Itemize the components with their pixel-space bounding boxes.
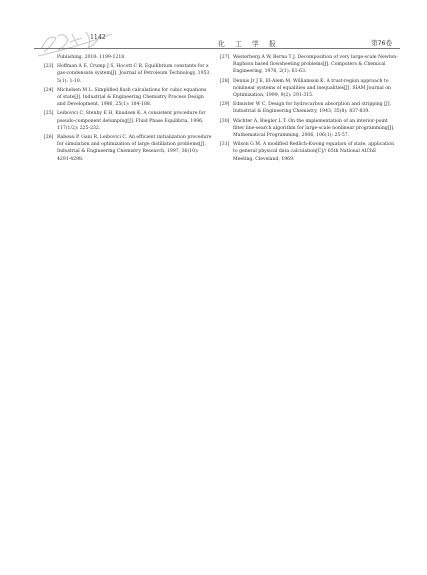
reference-text: Rabeau P, Gani R, Leibovici C. An efficient initialization procedure for simulation and optimization of large distillation problems[J]. Industrial & Engineering Chemistry Research, 1997, 36(10): 4291-4298. (57, 135, 212, 162)
reference-item (44, 87, 212, 109)
reference-text: Wilson G M. A modified Redlich-Kwong equation of state, application to general physical data calculation[C]// 65th National AIChE Meeting. Cleveland, 1969. (233, 142, 395, 162)
reference-number: [31] (220, 142, 230, 148)
reference-item (220, 118, 398, 140)
reference-item (220, 78, 398, 100)
reference-number: [25] (44, 111, 54, 117)
reference-text: Hoffman A E, Crump J S, Hocott C R. Equilibrium constants for a gas-condensate system[J]. Journal of Petroleum Technology, 1953, 5(1): 1-10. (57, 64, 211, 84)
header-rule (34, 48, 400, 49)
reference-item (220, 101, 398, 115)
reference-text: Leibovici C, Stenby E H, Knudsen K. A consistent procedure for pseudo-component delumping[J]. Fluid Phase Equilibria, 1996, 117(1/2): 225-232. (57, 111, 206, 131)
reference-item (44, 134, 212, 163)
page-header (30, 24, 402, 46)
reference-number: [28] (220, 78, 230, 84)
reference-number: [24] (44, 87, 54, 93)
reference-number: [23] (44, 64, 54, 70)
reference-text: Wächter A, Biegler L T. On the implementation of an interior-point filter line-search algorithm for large-scale nonlinear programming[J]. Mathematical Programming, 2006, 106(1): 25-57. (233, 118, 395, 139)
page-number: 1142 (90, 34, 106, 41)
reference-number: [29] (220, 102, 230, 108)
journal-title: 化 工 学 报 (218, 40, 280, 48)
reference-number: [27] (220, 55, 230, 60)
reference-text: Publishing, 2018: 1199-1218. (57, 55, 126, 60)
references-right-column (220, 54, 398, 165)
reference-item (44, 110, 212, 132)
reference-text: Edmister W C. Design for hydrocarbon absorption and stripping [J]. Industrial & Engineering Chemistry, 1943, 35(8): 837-839. (233, 102, 391, 115)
reference-text: Dennis Jr J E, El-Alem M, Williamson K. A trust-region approach to nonlinear systems of equalities and inequalities[J]. SIAM Journal on Optimization, 1999, 9(2): 291-315. (233, 78, 391, 99)
reference-number: [26] (44, 135, 54, 141)
reference-item (220, 141, 398, 163)
references-left-column (44, 54, 212, 165)
reference-item (44, 63, 212, 85)
reference-number: [30] (220, 118, 230, 124)
reference-text: Michelsen M L. Simplified flash calculations for cubic equations of state[J]. Industrial & Engineering Chemistry Process Design and Development, 1986, 25(1): 184-188. (57, 87, 207, 108)
reference-item (220, 54, 398, 76)
reference-text: Westerberg A W, Berna T J. Decomposition of very large-scale Newton-Raphson based flowsheeting problems[J]. Computers & Chemical Engineering, 1978, 2(1): 61-63. (233, 55, 398, 75)
volume-label: 第76卷 (371, 39, 392, 47)
reference-item (44, 54, 212, 61)
